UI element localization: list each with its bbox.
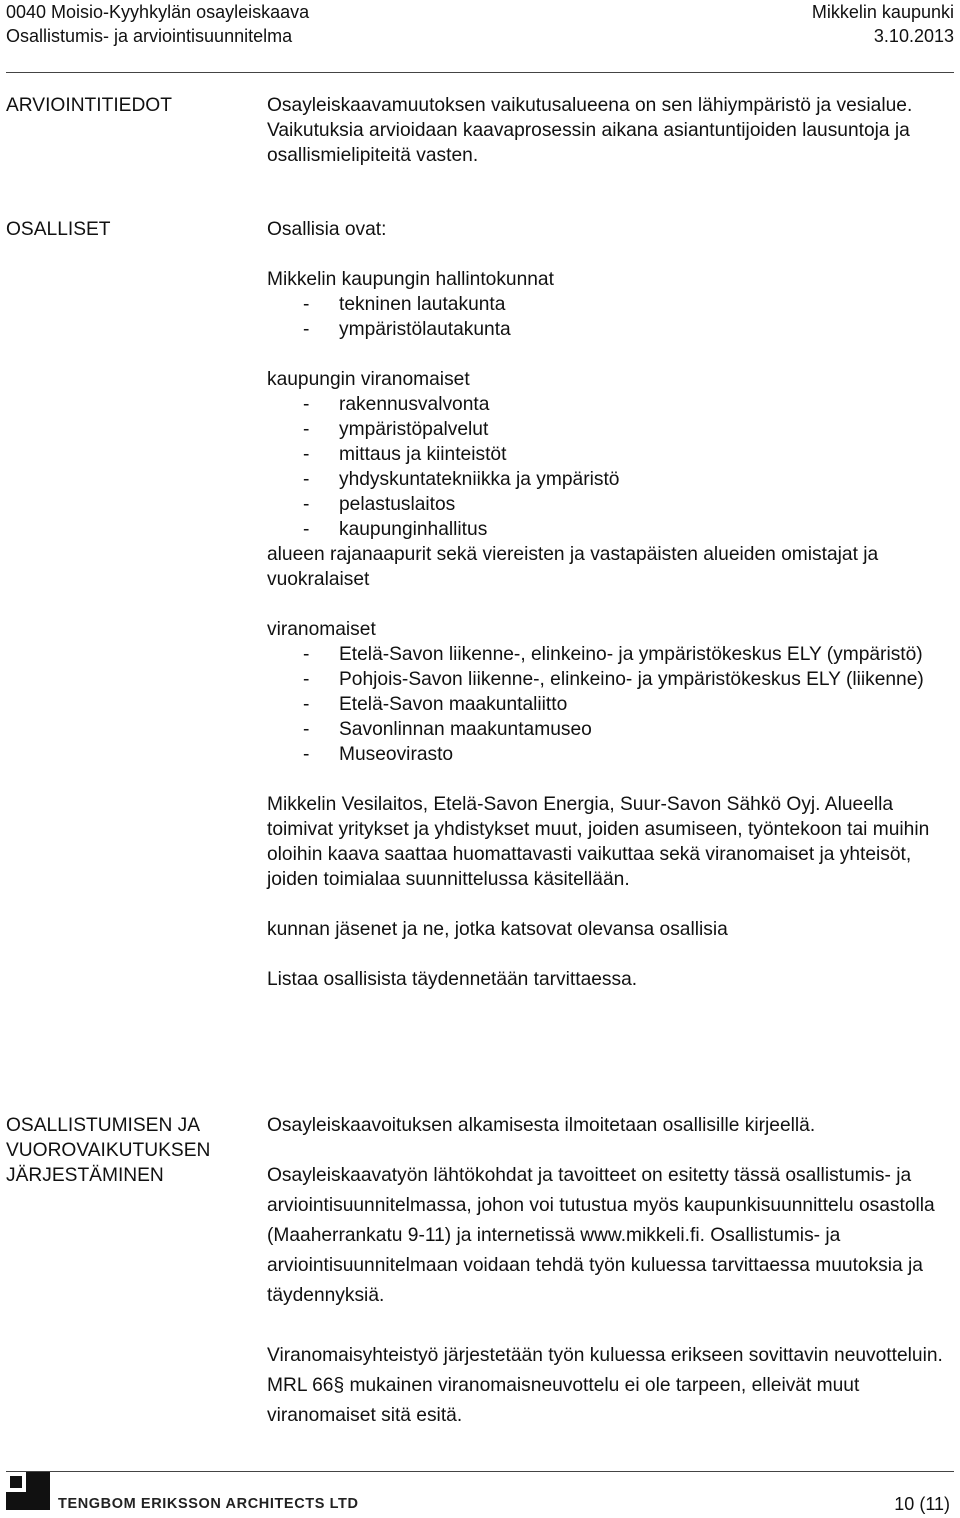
municipality-name: Mikkelin kaupunki (811, 2, 954, 22)
paragraph: Mikkelin Vesilaitos, Etelä-Savon Energia, Suur-Savon Sähkö Oyj. Alueella toimivat yritykset ja yhdistykset muut, joiden asumiseen, työntekoon tai muihin oloihin kaava saattaa huomattavasti vaikuttaa sekä viranomaiset ja yhteisöt, joiden toimialaa suunnittelussa käsitellään. (267, 794, 930, 890)
list-item: - rakennusvalvonta (267, 392, 947, 417)
list-item: - yhdyskuntatekniikka ja ympäristö (267, 467, 947, 492)
paragraph: Osayleiskaavamuutoksen vaikutusalueena on sen lähiympäristö ja vesialue. Vaikutuksia arvioidaan kaavaprosessin aikana asiantuntijoiden lausuntoja ja osallismielipiteitä vasten. (267, 95, 913, 166)
list-title: kaupungin viranomaiset (267, 369, 470, 390)
page-footer (6, 1471, 954, 1512)
list-item: - ympäristöpalvelut (267, 417, 947, 442)
hallintokunnat-list (267, 292, 947, 342)
paragraph: Listaa osallisista täydennetään tarvittaessa. (267, 969, 638, 990)
paragraph: alueen rajanaapurit sekä viereisten ja vastapäisten alueiden omistajat ja vuokralaiset (267, 544, 879, 590)
section-label: ARVIOINTITIEDOT (6, 95, 172, 116)
section-label: OSALLISET (6, 219, 111, 240)
paragraph: Osallisia ovat: (267, 219, 387, 240)
list-item: - Savonlinnan maakuntamuseo (267, 717, 947, 742)
document-type: Osallistumis- ja arviointisuunnitelma (6, 26, 293, 46)
page-number: 10 (11) (894, 1494, 950, 1514)
list-item: - Pohjois-Savon liikenne-, elinkeino- ja ympäristökeskus ELY (liikenne) (267, 667, 947, 692)
paragraph: kunnan jäsenet ja ne, jotka katsovat olevansa osallisia (267, 919, 728, 940)
paragraph: Viranomaisyhteistyö järjestetään työn kuluessa erikseen sovittavin neuvotteluin. MRL 66§ mukainen viranomaisneuvottelu ei ole tarpeen, elleivät muut viranomaiset sitä esitä. (267, 1345, 943, 1426)
list-title: Mikkelin kaupungin hallintokunnat (267, 269, 554, 290)
list-item: - Etelä-Savon maakuntaliitto (267, 692, 947, 717)
document-date: 3.10.2013 (873, 26, 954, 46)
muut-viranomaiset-list (267, 642, 947, 767)
list-item: - tekninen lautakunta (267, 292, 947, 317)
list-item: - pelastuslaitos (267, 492, 947, 517)
list-item: - Etelä-Savon liikenne-, elinkeino- ja ympäristökeskus ELY (ympäristö) (267, 642, 947, 667)
list-item: - ympäristölautakunta (267, 317, 947, 342)
list-title: viranomaiset (267, 619, 376, 640)
list-item: - Museovirasto (267, 742, 947, 767)
paragraph: Osayleiskaavatyön lähtökohdat ja tavoitteet on esitetty tässä osallistumis- ja arviointisuunnitelmassa, johon voi tutustua myös kaupunkisuunnittelu osastolla (Maaherrankatu 9-11) ja internetissä www.mikkeli.fi. Osallistumis- ja arviointisuunnitelmaan voidaan tehdä työn kuluessa tarvittaessa muutoksia ja täydennyksiä. (267, 1165, 935, 1306)
section-label: OSALLISTUMISEN JA VUOROVAIKUTUKSEN JÄRJESTÄMINEN (6, 1115, 211, 1186)
company-name: TENGBOM ERIKSSON ARCHITECTS LTD (58, 1496, 359, 1512)
viranomaiset-list (267, 392, 947, 542)
company-logo-icon (6, 1472, 50, 1510)
paragraph: Osayleiskaavoituksen alkamisesta ilmoitetaan osallisille kirjeellä. (267, 1115, 816, 1136)
page-header (6, 0, 954, 73)
list-item: - kaupunginhallitus (267, 517, 947, 542)
list-item: - mittaus ja kiinteistöt (267, 442, 947, 467)
document-project-title: 0040 Moisio-Kyyhkylän osayleiskaava (6, 2, 310, 22)
